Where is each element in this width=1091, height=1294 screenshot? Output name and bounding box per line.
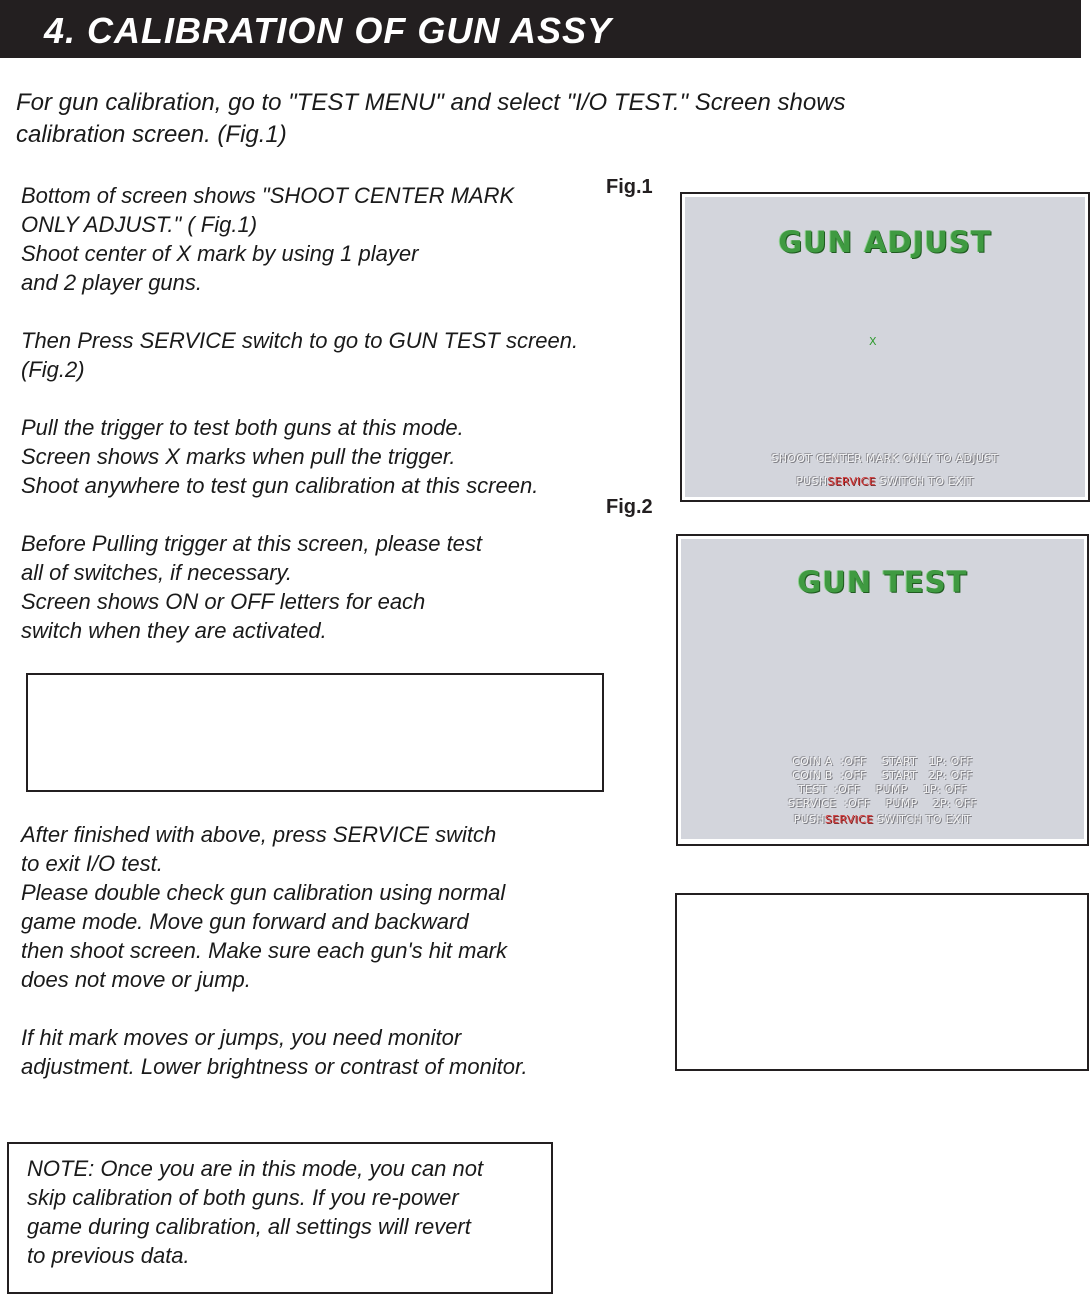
section-header	[0, 0, 1081, 58]
fig1-exit-line	[685, 475, 1085, 488]
center-x-mark: X	[869, 335, 877, 348]
switch-row: SERVICE :OFF PUMP 2P: OFF	[788, 797, 977, 810]
push-text: PUSH	[793, 813, 825, 826]
fig1-instruction: SHOOT CENTER MARK ONLY TO ADJUST	[771, 452, 999, 465]
exit-text: SWITCH TO EXIT	[877, 813, 972, 826]
fig1-title: GUN ADJUST	[778, 225, 992, 259]
fig2-title: GUN TEST	[797, 565, 968, 599]
blank-box	[26, 673, 604, 792]
paragraph-service-switch: Then Press SERVICE switch to go to GUN TEST screen. (Fig.2)	[21, 328, 579, 382]
paragraph-test-switches: Before Pulling trigger at this screen, please test all of switches, if necessary. Screen shows ON or OFF letters for each switch when they are activated.	[21, 531, 483, 643]
section-title: 4. CALIBRATION OF GUN ASSY	[44, 10, 613, 51]
paragraph-monitor-adjust: If hit mark moves or jumps, you need monitor adjustment. Lower brightness or contrast of monitor.	[21, 1025, 528, 1079]
blank-box-right	[675, 893, 1089, 1071]
switch-row: TEST :OFF PUMP 1P: OFF	[797, 783, 967, 796]
switch-row: COIN A :OFF START 1P: OFF	[792, 755, 973, 768]
fig1-label: Fig.1	[606, 176, 653, 198]
note-text: NOTE: Once you are in this mode, you can not skip calibration of both guns. If you re-power game during calibration, all settings will revert to previous data.	[27, 1156, 484, 1268]
fig2-screenshot	[676, 534, 1089, 846]
push-text: PUSH	[796, 475, 828, 488]
paragraph-center-mark: Bottom of screen shows "SHOOT CENTER MARK ONLY ADJUST." ( Fig.1) Shoot center of X mark by using 1 player and 2 player guns.	[21, 183, 515, 295]
service-text: SERVICE	[824, 813, 874, 826]
note-box	[7, 1142, 553, 1294]
fig2-label: Fig.2	[606, 496, 653, 518]
fig1-screen	[685, 197, 1085, 497]
switch-row: COIN B :OFF START 2P: OFF	[792, 769, 973, 782]
fig1-screenshot	[680, 192, 1090, 502]
paragraph-pull-trigger: Pull the trigger to test both guns at this mode. Screen shows X marks when pull the trigger. Shoot anywhere to test gun calibration at this screen.	[21, 415, 539, 498]
exit-text: SWITCH TO EXIT	[879, 475, 974, 488]
fig2-exit-line	[681, 813, 1084, 826]
intro-text: For gun calibration, go to "TEST MENU" and select "I/O TEST." Screen shows calibration screen. (Fig.1)	[16, 89, 846, 148]
service-text: SERVICE	[827, 475, 876, 488]
fig2-screen	[681, 539, 1084, 839]
paragraph-after-finished: After finished with above, press SERVICE switch to exit I/O test. Please double check gun calibration using normal game mode. Move gun forward and backward then shoot screen. Make sure each gun's hit mark does not move or jump.	[21, 822, 508, 992]
